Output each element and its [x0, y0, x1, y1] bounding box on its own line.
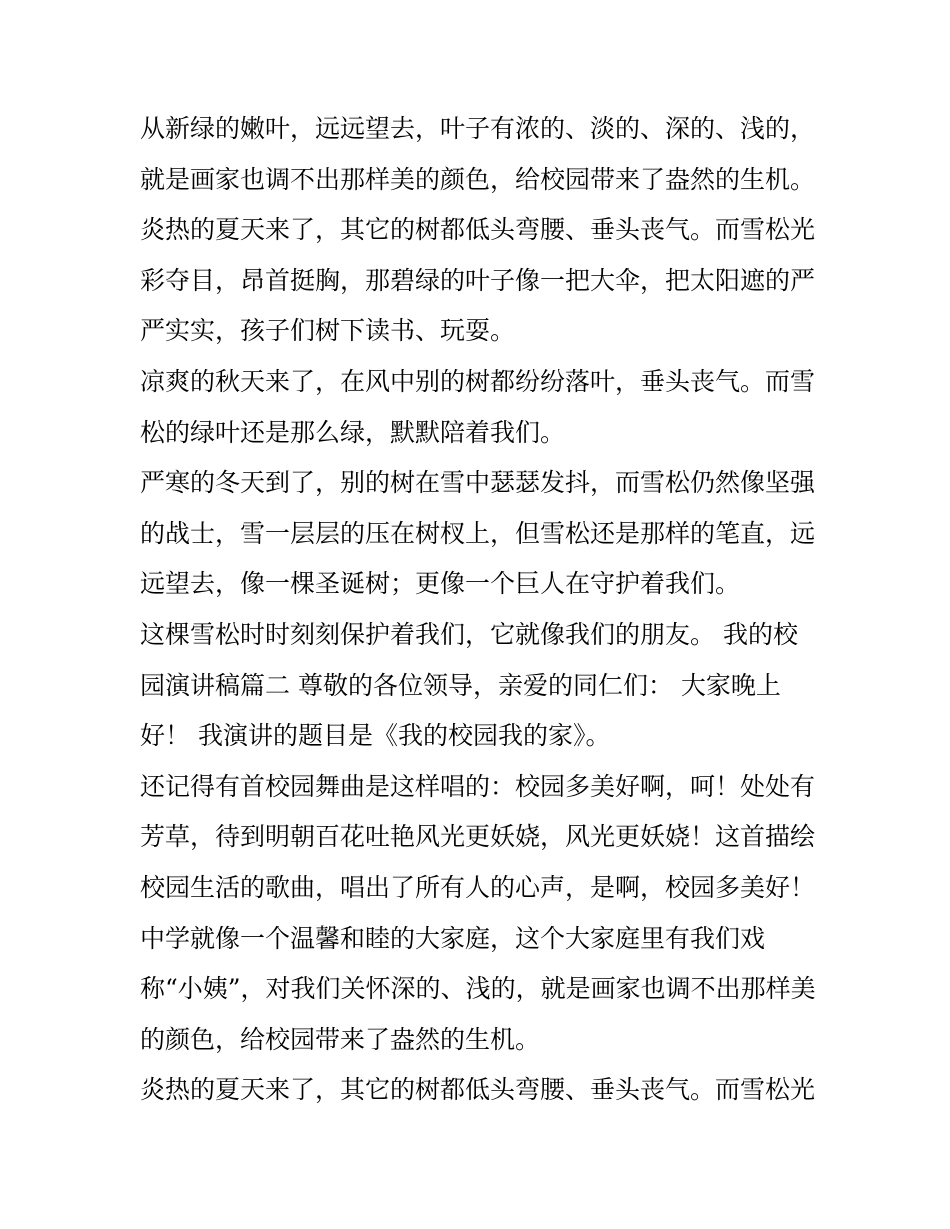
text-line: 芳草，待到明朝百花吐艳风光更妖娆，风光更妖娆！这首描绘: [140, 822, 816, 852]
text-line: 炎热的夏天来了，其它的树都低头弯腰、垂头丧气。而雪松光: [140, 1075, 816, 1105]
text-line: 彩夺目，昂首挺胸，那碧绿的叶子像一把大伞，把太阳遮的严: [140, 265, 816, 295]
text-line: 炎热的夏天来了，其它的树都低头弯腰、垂头丧气。而雪松光: [140, 215, 816, 245]
text-line: 校园生活的歌曲，唱出了所有人的心声，是啊，校园多美好！: [140, 872, 816, 902]
body-text: [140, 104, 820, 1116]
text-line: 从新绿的嫩叶，远远望去，叶子有浓的、淡的、深的、浅的，: [140, 114, 816, 143]
text-line: 园演讲稿篇二 尊敬的各位领导，亲爱的同仁们： 大家晚上: [140, 670, 781, 700]
text-line: 的颜色，给校园带来了盎然的生机。: [140, 1024, 541, 1054]
text-line: 的战士，雪一层层的压在树杈上，但雪松还是那样的笔直，远: [140, 518, 816, 548]
text-line: 就是画家也调不出那样美的颜色，给校园带来了盎然的生机。: [140, 164, 816, 194]
text-line: 远望去，像一棵圣诞树；更像一个巨人在守护着我们。: [140, 569, 741, 599]
text-line: 凉爽的秋天来了，在风中别的树都纷纷落叶，垂头丧气。而雪: [140, 366, 816, 396]
text-line: 中学就像一个温馨和睦的大家庭，这个大家庭里有我们戏: [140, 923, 766, 953]
text-line: 严实实，孩子们树下读书、玩耍。: [140, 316, 516, 346]
text-line: 严寒的冬天到了，别的树在雪中瑟瑟发抖，而雪松仍然像坚强: [140, 468, 816, 498]
text-line: 这棵雪松时时刻刻保护着我们，它就像我们的朋友。 我的校: [140, 619, 798, 649]
text-line: 松的绿叶还是那么绿，默默陪着我们。: [140, 417, 566, 447]
text-line: 称“小姨”，对我们关怀深的、浅的，就是画家也调不出那样美: [140, 974, 816, 1004]
text-line: 还记得有首校园舞曲是这样唱的：校园多美好啊，呵！处处有: [140, 771, 816, 801]
text-line: 好！ 我演讲的题目是《我的校园我的家》。: [140, 721, 611, 751]
